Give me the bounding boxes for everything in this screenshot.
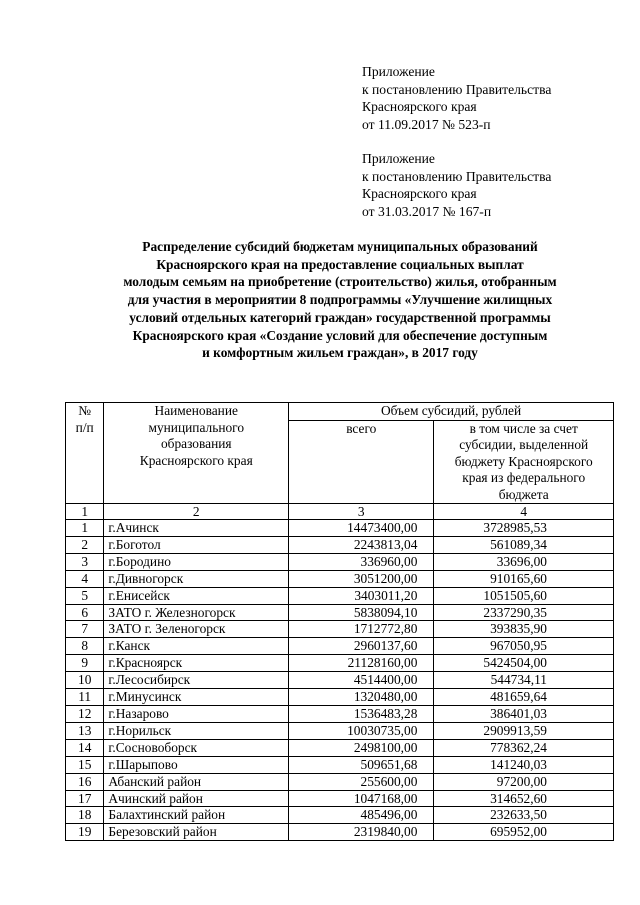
federal-amount-cell: 2909913,59	[434, 722, 614, 739]
row-number-cell: 3	[66, 553, 104, 570]
appendix-block-1	[362, 63, 551, 133]
appendix-line: Красноярского края	[362, 99, 477, 114]
table-row	[66, 689, 614, 706]
total-amount-cell: 21128160,00	[289, 655, 434, 672]
row-number-cell: 17	[66, 790, 104, 807]
table-row	[66, 824, 614, 841]
row-number-cell: 19	[66, 824, 104, 841]
federal-amount-cell: 33696,00	[434, 553, 614, 570]
municipality-cell: г.Норильск	[104, 722, 289, 739]
total-amount-cell: 509651,68	[289, 756, 434, 773]
table-row	[66, 756, 614, 773]
total-amount-cell: 4514400,00	[289, 672, 434, 689]
total-amount-cell: 1047168,00	[289, 790, 434, 807]
header-text: муниципального	[148, 419, 245, 435]
column-number: 3	[289, 504, 434, 520]
row-number-cell: 9	[66, 655, 104, 672]
appendix-line: Приложение	[362, 151, 435, 166]
federal-amount-cell: 314652,60	[434, 790, 614, 807]
table-header-row	[66, 403, 614, 421]
municipality-cell: г.Канск	[104, 638, 289, 655]
table-row	[66, 722, 614, 739]
column-number: 2	[104, 504, 289, 520]
header-municipality	[104, 403, 289, 504]
table-row	[66, 739, 614, 756]
table-row	[66, 790, 614, 807]
column-number-row	[66, 504, 614, 520]
municipality-cell: г.Ачинск	[104, 520, 289, 537]
federal-amount-cell: 778362,24	[434, 739, 614, 756]
total-amount-cell: 2960137,60	[289, 638, 434, 655]
row-number-cell: 8	[66, 638, 104, 655]
total-amount-cell: 1536483,28	[289, 705, 434, 722]
total-amount-cell: 255600,00	[289, 773, 434, 790]
header-text: Красноярского края	[139, 452, 253, 468]
table-row	[66, 705, 614, 722]
appendix-line: Красноярского края	[362, 186, 477, 201]
title-line: молодым семьям на приобретение (строительство) жилья, отобранным	[123, 274, 557, 290]
table-row	[66, 553, 614, 570]
row-number-cell: 16	[66, 773, 104, 790]
municipality-cell: Ачинский район	[104, 790, 289, 807]
municipality-cell: г.Дивногорск	[104, 570, 289, 587]
federal-amount-cell: 232633,50	[434, 807, 614, 824]
row-number-cell: 15	[66, 756, 104, 773]
table-row	[66, 638, 614, 655]
appendix-date-line: от 31.03.2017 № 167-п	[362, 203, 492, 219]
appendix-line: к постановлению Правительства	[362, 168, 552, 184]
total-amount-cell: 485496,00	[289, 807, 434, 824]
municipality-cell: г.Назарово	[104, 705, 289, 722]
total-amount-cell: 2243813,04	[289, 536, 434, 553]
total-amount-cell: 1320480,00	[289, 689, 434, 706]
row-number-cell: 1	[66, 520, 104, 537]
total-amount-cell: 336960,00	[289, 553, 434, 570]
table-row	[66, 672, 614, 689]
federal-amount-cell: 3728985,53	[434, 520, 614, 537]
federal-amount-cell: 544734,11	[434, 672, 614, 689]
total-amount-cell: 1712772,80	[289, 621, 434, 638]
federal-amount-cell: 1051505,60	[434, 587, 614, 604]
municipality-cell: Балахтинский район	[104, 807, 289, 824]
appendix-block-2	[362, 150, 551, 220]
municipality-cell: г.Шарыпово	[104, 756, 289, 773]
header-text: бюджета	[498, 486, 549, 502]
total-amount-cell: 10030735,00	[289, 722, 434, 739]
table-row	[66, 655, 614, 672]
title-line: и комфортным жильем граждан», в 2017 году	[202, 345, 478, 361]
municipality-cell: г.Сосновоборск	[104, 739, 289, 756]
municipality-cell: Березовский район	[104, 824, 289, 841]
header-text: Наименование	[154, 403, 238, 418]
federal-amount-cell: 5424504,00	[434, 655, 614, 672]
federal-amount-cell: 97200,00	[434, 773, 614, 790]
total-amount-cell: 2498100,00	[289, 739, 434, 756]
header-text: в том числе за счет	[469, 420, 578, 436]
federal-amount-cell: 910165,60	[434, 570, 614, 587]
title-line: Распределение субсидий бюджетам муниципальных образований	[142, 239, 538, 254]
title-line: для участия в мероприятии 8 подпрограммы «Улучшение жилищных	[127, 292, 553, 308]
total-amount-cell: 3051200,00	[289, 570, 434, 587]
table-row	[66, 536, 614, 553]
municipality-cell: ЗАТО г. Железногорск	[104, 604, 289, 621]
title-line: Красноярского края на предоставление социальных выплат	[156, 256, 524, 272]
header-text: субсидии, выделенной	[459, 437, 589, 452]
header-text: №	[78, 403, 92, 418]
header-text: бюджету Красноярского	[454, 453, 593, 469]
federal-amount-cell: 393835,90	[434, 621, 614, 638]
header-text: п/п	[75, 419, 94, 435]
row-number-cell: 10	[66, 672, 104, 689]
column-number: 1	[66, 504, 104, 520]
total-amount-cell: 14473400,00	[289, 520, 434, 537]
table-row	[66, 807, 614, 824]
header-number	[66, 403, 104, 504]
federal-amount-cell: 386401,03	[434, 705, 614, 722]
municipality-cell: Абанский район	[104, 773, 289, 790]
header-text: края из федерального	[462, 470, 586, 485]
municipality-cell: г.Минусинск	[104, 689, 289, 706]
header-federal	[434, 420, 614, 504]
table-row	[66, 773, 614, 790]
table-row	[66, 570, 614, 587]
row-number-cell: 11	[66, 689, 104, 706]
federal-amount-cell: 561089,34	[434, 536, 614, 553]
municipality-cell: г.Лесосибирск	[104, 672, 289, 689]
header-total: всего	[289, 420, 434, 504]
row-number-cell: 18	[66, 807, 104, 824]
municipality-cell: г.Боготол	[104, 536, 289, 553]
column-number: 4	[434, 504, 614, 520]
total-amount-cell: 5838094,10	[289, 604, 434, 621]
federal-amount-cell: 695952,00	[434, 824, 614, 841]
row-number-cell: 7	[66, 621, 104, 638]
appendix-line: Приложение	[362, 64, 435, 79]
total-amount-cell: 2319840,00	[289, 824, 434, 841]
title-line: Красноярского края «Создание условий для обеспечение доступным	[132, 327, 548, 343]
header-text: образования	[160, 436, 232, 451]
table-row	[66, 604, 614, 621]
subsidy-table	[65, 402, 614, 841]
row-number-cell: 4	[66, 570, 104, 587]
table-row	[66, 621, 614, 638]
federal-amount-cell: 967050,95	[434, 638, 614, 655]
row-number-cell: 13	[66, 722, 104, 739]
appendix-date-line: от 11.09.2017 № 523-п	[362, 116, 491, 132]
municipality-cell: г.Бородино	[104, 553, 289, 570]
row-number-cell: 12	[66, 705, 104, 722]
total-amount-cell: 3403011,20	[289, 587, 434, 604]
table-row	[66, 587, 614, 604]
row-number-cell: 5	[66, 587, 104, 604]
row-number-cell: 14	[66, 739, 104, 756]
title-line: условий отдельных категорий граждан» государственной программы	[129, 309, 551, 325]
appendix-line: к постановлению Правительства	[362, 81, 552, 97]
header-volume: Объем субсидий, рублей	[289, 403, 614, 421]
federal-amount-cell: 2337290,35	[434, 604, 614, 621]
federal-amount-cell: 141240,03	[434, 756, 614, 773]
municipality-cell: г.Красноярск	[104, 655, 289, 672]
row-number-cell: 6	[66, 604, 104, 621]
municipality-cell: г.Енисейск	[104, 587, 289, 604]
row-number-cell: 2	[66, 536, 104, 553]
document-title	[70, 238, 610, 362]
municipality-cell: ЗАТО г. Зеленогорск	[104, 621, 289, 638]
federal-amount-cell: 481659,64	[434, 689, 614, 706]
table-row	[66, 520, 614, 537]
